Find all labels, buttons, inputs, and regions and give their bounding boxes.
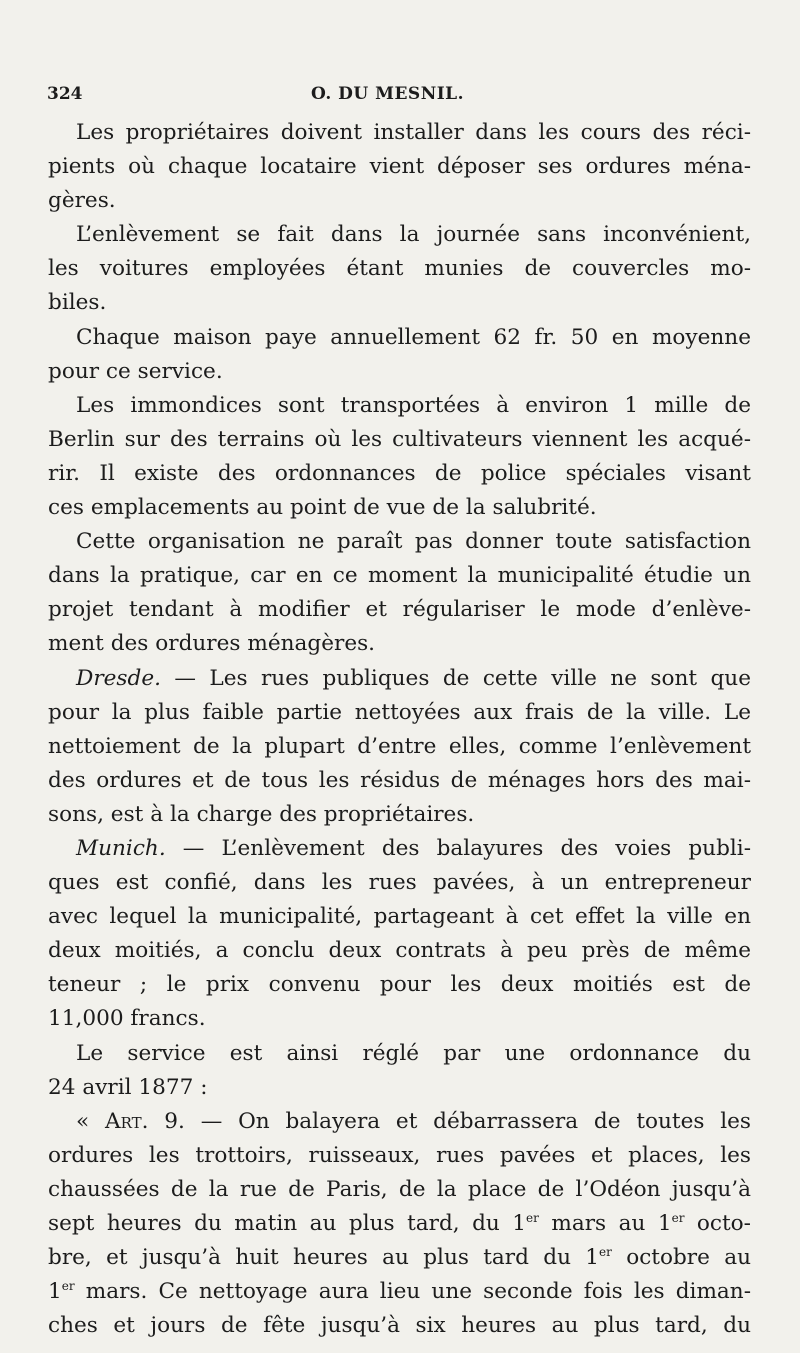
text-line <box>48 457 751 491</box>
text-segment: ches et jours de fête jusqu’à six heures au plus tard, du <box>48 1313 751 1339</box>
text-line <box>48 832 751 866</box>
text-segment: mars. Ce nettoyage aura lieu une seconde fois les diman- <box>74 1279 751 1305</box>
text-line <box>48 1071 751 1105</box>
text-segment: octo- <box>684 1211 751 1236</box>
text-segment: avec lequel la municipalité, partageant à cet effet la ville en <box>48 904 751 930</box>
text-segment: 11,000 francs. <box>48 1006 206 1032</box>
text-line <box>48 1207 751 1241</box>
text-line <box>48 1037 751 1071</box>
text-segment: pour ce service. <box>48 358 223 384</box>
text-segment: octobre au <box>611 1245 751 1271</box>
text-line <box>48 1173 751 1207</box>
text-line <box>48 764 751 798</box>
text-line <box>48 627 751 661</box>
running-head: O. DU MESNIL. <box>311 84 465 104</box>
text-segment: nettoiement de la plupart d’entre elles, comme l’enlèvement <box>48 733 751 759</box>
text-segment: L’enlèvement se fait dans la journée sans inconvénient, <box>76 222 751 248</box>
text-line <box>48 218 751 252</box>
text-segment: 1 <box>48 1279 62 1305</box>
text-segment: ordures les trottoirs, ruisseaux, rues pavées et places, les <box>48 1142 751 1168</box>
text-segment: Art. <box>105 1108 149 1134</box>
text-line <box>48 1002 751 1036</box>
text-segment: Berlin sur des terrains où les cultivateurs viennent les acqué- <box>48 426 751 452</box>
text-line <box>48 559 751 593</box>
text-line <box>48 389 751 423</box>
superscript: er <box>61 1279 75 1293</box>
text-segment: projet tendant à modifier et régulariser le mode d’enlève- <box>48 597 751 623</box>
body-text <box>48 116 751 1343</box>
text-segment: gères. <box>48 188 116 214</box>
text-line <box>48 184 751 218</box>
text-line <box>48 1309 751 1343</box>
text-line <box>48 286 751 320</box>
text-segment: ment des ordures ménagères. <box>48 631 376 657</box>
text-segment: — L’enlèvement des balayures des voies publi- <box>165 835 751 861</box>
text-line <box>48 730 751 764</box>
page-number: 324 <box>47 84 83 104</box>
text-segment: chaussées de la rue de Paris, de la place de l’Odéon jusqu’à <box>48 1176 751 1202</box>
superscript: er <box>526 1210 539 1225</box>
text-line <box>48 116 751 150</box>
text-line <box>48 798 751 832</box>
text-segment: Cette organisation ne paraît pas donner toute satisfaction <box>76 529 751 555</box>
page-header <box>47 84 752 114</box>
superscript: er <box>671 1210 685 1225</box>
text-segment: Le service est ainsi réglé par une ordonnance du <box>76 1040 751 1066</box>
text-segment: rir. Il existe des ordonnances de police spéciales visant <box>48 460 751 486</box>
text-segment: ques est confié, dans les rues pavées, à un entrepreneur <box>48 870 751 896</box>
text-line <box>48 662 751 696</box>
text-segment: Chaque maison paye annuellement 62 fr. 50 en moyenne <box>76 324 751 350</box>
text-segment: Les propriétaires doivent installer dans les cours des réci- <box>76 120 751 145</box>
text-line <box>48 252 751 286</box>
text-segment: sons, est à la charge des propriétaires. <box>48 801 475 827</box>
text-segment: Les immondices sont transportées à environ 1 mille de <box>76 392 751 418</box>
text-segment: mars au 1 <box>538 1211 672 1236</box>
text-line <box>48 1139 751 1173</box>
text-segment: biles. <box>48 290 107 316</box>
text-line <box>48 355 751 389</box>
text-segment: dans la pratique, car en ce moment la municipalité étudie un <box>48 563 751 589</box>
text-segment: pients où chaque locataire vient déposer ses ordures ména- <box>48 154 751 180</box>
place-heading: Dresde. <box>76 665 161 691</box>
text-segment: bre, et jusqu’à huit heures au plus tard du 1 <box>48 1245 600 1271</box>
text-segment: sept heures du matin au plus tard, du 1 <box>48 1211 527 1236</box>
text-line <box>48 1275 751 1309</box>
text-segment: 9. — On balayera et débarrassera de toutes les <box>148 1108 751 1134</box>
text-line <box>48 968 751 1002</box>
text-line <box>48 525 751 559</box>
text-segment: des ordures et de tous les résidus de ménages hors des mai- <box>48 767 751 793</box>
text-segment: — Les rues publiques de cette ville ne sont que <box>160 665 751 691</box>
text-line <box>48 150 751 184</box>
text-segment: les voitures employées étant munies de couvercles mo- <box>48 256 751 282</box>
text-line <box>48 1105 751 1139</box>
place-heading: Munich. <box>76 835 166 861</box>
text-line <box>48 1241 751 1275</box>
text-line <box>48 491 751 525</box>
text-line <box>48 593 751 627</box>
superscript: er <box>599 1244 612 1259</box>
text-segment: teneur ; le prix convenu pour les deux moitiés est de <box>48 972 751 998</box>
text-line <box>48 696 751 730</box>
text-segment: « <box>76 1108 106 1134</box>
text-line <box>48 423 751 457</box>
text-segment: pour la plus faible partie nettoyées aux frais de la ville. Le <box>48 699 751 725</box>
text-line <box>48 900 751 934</box>
text-line <box>48 934 751 968</box>
text-segment: 24 avril 1877 : <box>48 1074 208 1100</box>
text-line <box>48 866 751 900</box>
text-segment: ces emplacements au point de vue de la salubrité. <box>48 495 597 521</box>
text-line <box>48 321 751 355</box>
text-segment: deux moitiés, a conclu deux contrats à peu près de même <box>48 938 751 964</box>
